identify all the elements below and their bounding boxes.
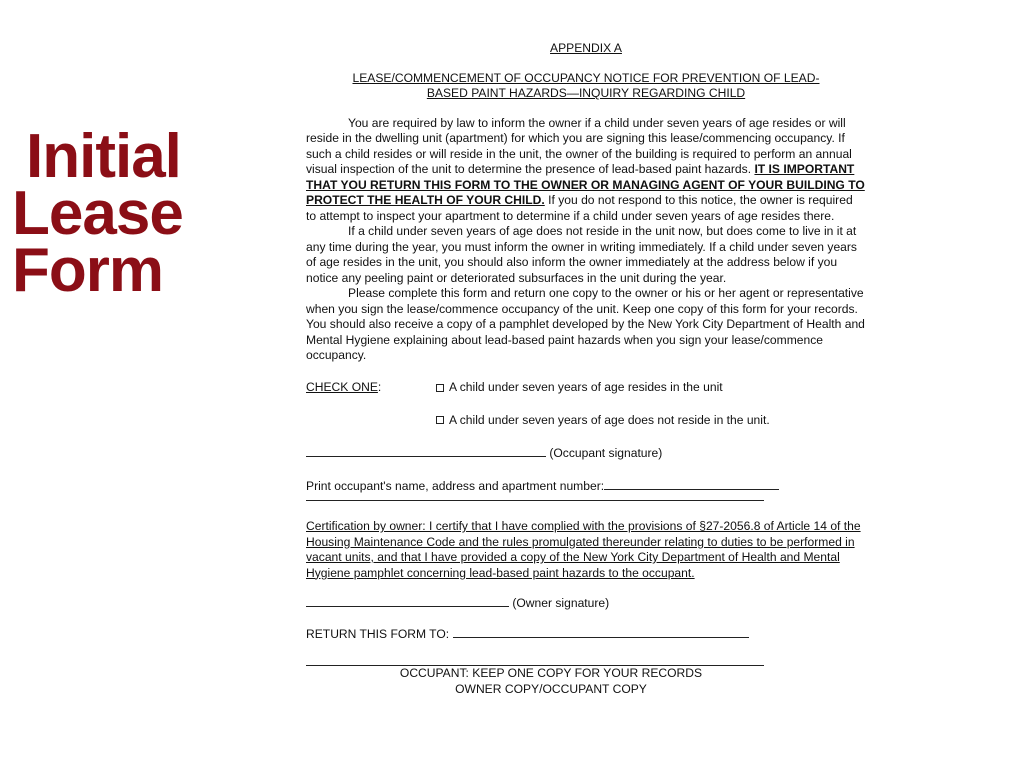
paragraph-notice-emphasis: IT IS IMPORTANT THAT YOU RETURN THIS FORM TO THE OWNER OR MANAGING AGENT OF YOUR BUILDING TO PROTECT THE HEALTH OF YOUR CHILD. (306, 162, 865, 207)
appendix-heading (306, 41, 866, 57)
check-one-row (306, 380, 866, 396)
return-address-line[interactable] (306, 658, 764, 666)
slide-title-line1: Initial (26, 122, 181, 191)
form-heading-line1: LEASE/COMMENCEMENT OF OCCUPANCY NOTICE FOR PREVENTION OF LEAD- (352, 70, 820, 85)
paragraph-instructions-text: Please complete this form and return one copy to the owner or his or her agent or representative when you sign the lease/commence occupancy of the unit. Keep one copy of this form for your records. You should also receive a copy of a pamphlet developed by the New York City Department of Health and Mental Hygiene explaining about lead-based paint hazards when you sign your lease/commence occupancy. (306, 286, 865, 362)
form-heading (306, 71, 866, 102)
paragraph-future-child (306, 224, 866, 286)
print-name-line-2[interactable] (306, 494, 764, 501)
slide-title-line3: Form (12, 236, 163, 305)
occupant-signature-line[interactable] (306, 445, 546, 457)
occupant-signature-row (306, 445, 866, 462)
appendix-label: APPENDIX A (550, 41, 622, 55)
option-child-not-resides-label: A child under seven years of age does not reside in the unit. (449, 412, 770, 427)
paragraph-future-child-text: If a child under seven years of age does not reside in the unit now, but does come to live in it at any time during the year, you must inform the owner in writing immediately. If a child under seven years of age resides in the unit, you should also inform the owner immediately at the address below if you notice any peeling paint or deteriorated subsurfaces in the unit during the year. (306, 224, 857, 285)
option-child-not-resides[interactable] (306, 413, 866, 429)
return-to-row (306, 626, 866, 643)
owner-certification: Certification by owner: I certify that I have complied with the provisions of §27-2056.8 of Article 14 of the Housing Maintenance Code and the rules promulgated thereunder relating to duties to be performed in vacant units, and that I have provided a copy of the New York City Department of Health and Mental Hygiene pamphlet concerning lead-based paint hazards to the occupant. (306, 519, 861, 580)
paragraph-instructions (306, 286, 866, 364)
paragraph-notice-text: You are required by law to inform the owner if a child under seven years of age resides or will reside in the dwelling unit (apartment) for which you are signing this lease/commencing occupancy. If such a child resides or will reside in the unit, the owner of the building is required to perform an annual visual inspection of the unit to determine the presence of lead-based paint hazards. (306, 115, 852, 176)
occupant-signature-label: (Occupant signature) (549, 446, 663, 460)
footer-copy-designation: OWNER COPY/OCCUPANT COPY (455, 681, 647, 696)
owner-signature-label: (Owner signature) (512, 596, 610, 610)
check-one-label: CHECK ONE: (306, 379, 382, 394)
lease-form-document (306, 41, 866, 697)
form-footer (306, 658, 866, 697)
return-to-label: RETURN THIS FORM TO: (306, 626, 450, 641)
print-name-row (306, 478, 866, 495)
checkbox-child-resides[interactable] (436, 384, 444, 392)
print-name-label: Print occupant's name, address and apartment number: (306, 478, 605, 493)
slide-title (12, 122, 212, 305)
print-name-line[interactable] (604, 478, 779, 490)
option-child-resides-label: A child under seven years of age resides in the unit (449, 379, 723, 394)
owner-signature-row (306, 595, 866, 612)
paragraph-notice (306, 116, 866, 225)
slide-title-line2: Lease (12, 179, 183, 248)
form-heading-line2: BASED PAINT HAZARDS—INQUIRY REGARDING CHILD (426, 86, 746, 100)
return-to-line[interactable] (453, 626, 749, 638)
paragraph-notice-continuation: If you do not respond to this notice, the owner is required to attempt to inspect your apartment to determine if a child under seven years of age resides there. (306, 193, 853, 223)
checkbox-child-not-resides[interactable] (436, 416, 444, 424)
footer-keep-copy: OCCUPANT: KEEP ONE COPY FOR YOUR RECORDS (399, 666, 703, 680)
owner-signature-line[interactable] (306, 595, 509, 607)
footer-notes (306, 666, 866, 697)
option-child-resides[interactable] (436, 380, 723, 396)
